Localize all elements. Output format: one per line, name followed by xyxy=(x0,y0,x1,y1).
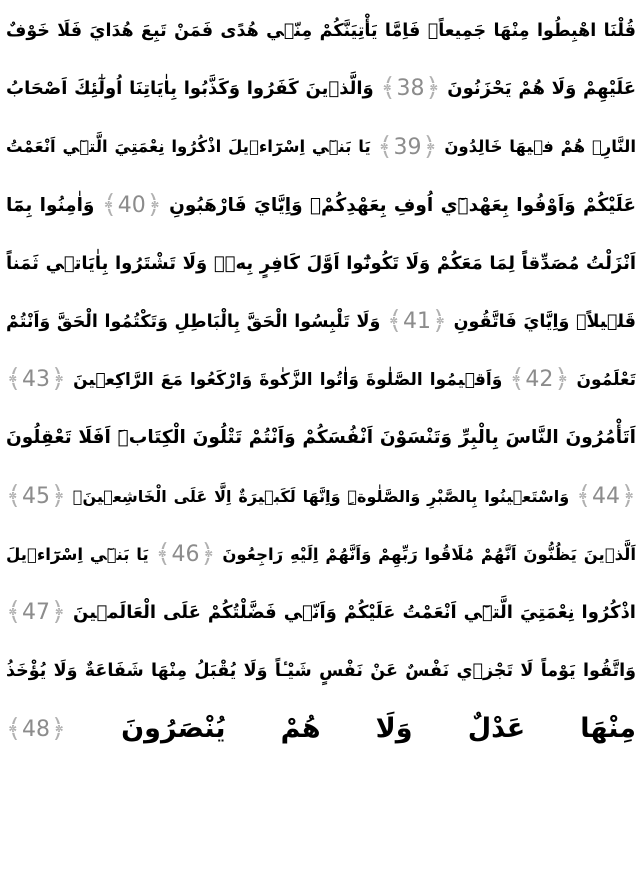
ayah-number-marker: ﴾ 45 ﴿ xyxy=(10,480,62,514)
text-line-10 xyxy=(6,526,636,584)
verse-text: وَاَقٖيمُوا الصَّلٰوةَ وَاٰتُوا الزَّكٰوةَ وَارْكَعُوا مَعَ الرَّاكِعٖينَ xyxy=(73,370,503,391)
verse-text: مِنْهَا عَدْلٌ وَلَا هُمْ يُنْصَرُونَ xyxy=(121,713,636,745)
text-line-1 xyxy=(6,2,636,60)
verse-text: يَا بَنٖٓي اِسْرَٓاءٖيلَ اذْكُرُوا نِعْمَتِيَ الَّتٖٓي اَنْعَمْتُ xyxy=(6,137,371,157)
text-line-4 xyxy=(6,177,636,235)
ayah-number-marker: ﴾ 43 ﴿ xyxy=(10,363,62,397)
verse-text: اَلَّذٖينَ يَظُنُّونَ اَنَّهُمْ مُلَاقُوا رَبِّهِمْ وَاَنَّهُمْ اِلَيْهِ رَاجِعُونَ xyxy=(222,544,636,564)
verse-text: اذْكُرُوا نِعْمَتِيَ الَّتٖٓي اَنْعَمْتُ عَلَيْكُمْ وَاَنّٖي فَضَّلْتُكُمْ عَلَى الْعَالَمٖينَ xyxy=(73,601,636,623)
text-line-3 xyxy=(6,118,636,176)
verse-text: عَلَيْهِمْ وَلَا هُمْ يَحْزَنُونَ xyxy=(447,78,636,100)
text-line-8 xyxy=(6,409,636,467)
verse-text: اَنْزَلْتُ مُصَدِّقاً لِمَا مَعَكُمْ وَلَا تَكُونُٓوا اَوَّلَ كَافِرٍ بِهٖۖ وَلَا تَشْتَرُوا بِاٰيَاتٖي ثَمَناً xyxy=(6,252,636,274)
text-line-11 xyxy=(6,584,636,642)
verse-text: تَعْلَمُونَ xyxy=(576,370,636,391)
ayah-number-marker: ﴾ 42 ﴿ xyxy=(513,363,565,397)
text-line-6 xyxy=(6,293,636,351)
ayah-number-marker: ﴾ 44 ﴿ xyxy=(580,480,632,514)
ayah-number-marker: ﴾ 47 ﴿ xyxy=(10,596,62,630)
verse-text: وَالَّذٖينَ كَفَرُوا وَكَذَّبُوا بِاٰيَاتِنَا اُولٰٓئِكَ اَصْحَابُ xyxy=(6,78,374,100)
verse-text: عَلَيْكُمْ وَاَوْفُوا بِعَهْدٖٓي اُوفِ بِعَهْدِكُمْۚ وَاِيَّايَ فَارْهَبُونِ xyxy=(169,194,636,216)
text-line-2 xyxy=(6,60,636,118)
verse-text: يَا بَنٖٓي اِسْرَٓاءٖيلَ xyxy=(6,544,149,564)
ayah-number-marker: ﴾ 41 ﴿ xyxy=(391,305,443,339)
verse-text: وَاتَّقُوا يَوْماً لَا تَجْزٖي نَفْسٌ عَنْ نَفْسٍ شَيْـٔاً وَلَا يُقْبَلُ مِنْهَا شَفَاعَةٌ وَلَا يُؤْخَذُ xyxy=(6,661,636,682)
verse-text: وَاٰمِنُوا بِمَٓا xyxy=(6,194,95,216)
verse-text: وَاسْتَعٖينُوا بِالصَّبْرِ وَالصَّلٰوةِۜ وَاِنَّهَا لَكَبٖيرَةٌ اِلَّا عَلَى الْخَاشِعٖينَۙ xyxy=(72,486,570,506)
ayah-number-marker: ﴾ 46 ﴿ xyxy=(160,538,212,572)
text-line-7 xyxy=(6,351,636,409)
text-line-9 xyxy=(6,468,636,526)
text-line-13 xyxy=(6,700,636,758)
ayah-number-marker: ﴾ 48 ﴿ xyxy=(10,713,62,747)
ayah-number-marker: ﴾ 38 ﴿ xyxy=(385,72,437,106)
verse-text: قَلٖيلاًۘ وَاِيَّايَ فَاتَّقُونِ xyxy=(453,311,636,332)
verse-text: النَّارِۚ هُمْ فٖيهَا خَالِدُونَ xyxy=(444,137,636,157)
text-line-5 xyxy=(6,235,636,293)
ayah-number-marker: ﴾ 39 ﴿ xyxy=(381,131,433,165)
ayah-number-marker: ﴾ 40 ﴿ xyxy=(106,189,158,223)
text-line-12 xyxy=(6,642,636,700)
verse-text: وَلَا تَلْبِسُوا الْحَقَّ بِالْبَاطِلِ وَتَكْتُمُوا الْحَقَّ وَاَنْتُمْ xyxy=(6,311,381,332)
verse-text: اَتَأْمُرُونَ النَّاسَ بِالْبِرِّ وَتَنْسَوْنَ اَنْفُسَكُمْ وَاَنْتُمْ تَتْلُونَ الْكِتَابَۜ اَفَلَا تَعْقِلُونَ xyxy=(6,427,636,449)
verse-text: قُلْنَا اهْبِطُوا مِنْهَا جَمِيعاًۚ فَاِمَّا يَأْتِيَنَّكُمْ مِنّٖي هُدًى فَمَنْ تَبِعَ هُدَايَ فَلَا خَوْفٌ xyxy=(6,21,636,41)
